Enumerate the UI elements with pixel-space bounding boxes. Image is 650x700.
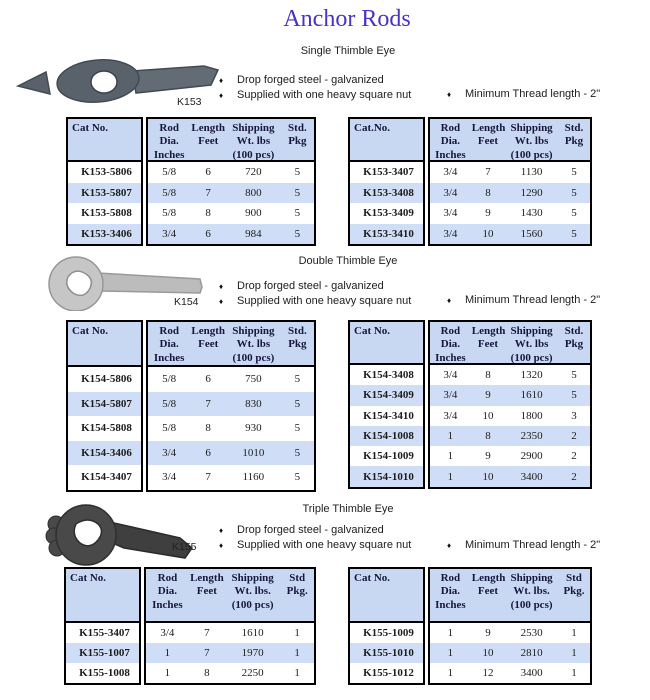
- table-header-cell: Shipping Wt. lbs. (100 pcs): [510, 572, 553, 611]
- table-cell: 9: [485, 627, 491, 639]
- table-cell: 1: [294, 647, 300, 659]
- page-title: Anchor Rods: [283, 6, 411, 32]
- table-cell: 800: [245, 186, 262, 199]
- table-cell: 5: [294, 422, 301, 435]
- table-row: [430, 426, 590, 446]
- table-cell: 3/4: [443, 369, 458, 382]
- bullet-item: [219, 524, 411, 536]
- eye-hole-shape: [67, 271, 92, 295]
- table-header-cell: Length Feet: [191, 325, 225, 351]
- table-cell: 1: [164, 667, 171, 679]
- cat-no-cell: K153-5807: [68, 183, 141, 204]
- table-header-cell: Rod Dia. Inches: [435, 122, 466, 161]
- table-header-row: [148, 322, 314, 367]
- table-header-cell: Std. Pkg: [564, 325, 584, 351]
- table-data-area: [146, 117, 316, 246]
- table-cell: 7: [205, 186, 211, 199]
- table-cell: 3/4: [162, 471, 177, 484]
- diamond-bullet-icon: ♦: [219, 76, 224, 85]
- table-cell: 1: [294, 667, 300, 679]
- table-header-cell: Length Feet: [471, 325, 506, 351]
- cat-no-cell: K153-5808: [81, 207, 132, 220]
- table-cell: 5/8: [162, 397, 177, 410]
- table-header-row: [146, 569, 314, 623]
- table-cell: 1970: [241, 647, 264, 659]
- table-cell: 5: [571, 207, 577, 220]
- table-cell: 1560: [520, 227, 543, 240]
- table-cell: 7: [205, 471, 211, 484]
- diamond-bullet-icon: ♦: [219, 526, 224, 535]
- cat-no-cell: K153-3410: [350, 224, 423, 245]
- cat-no-column: [66, 117, 143, 246]
- table-cell: 1320: [520, 369, 543, 382]
- table-cell: 750: [245, 373, 262, 386]
- table-cell: 3/4: [162, 227, 177, 240]
- table-cell: 900: [245, 207, 262, 220]
- table-cell: 5: [571, 369, 577, 382]
- table-row: [148, 224, 314, 245]
- diamond-bullet-icon: ♦: [447, 296, 452, 305]
- table-cell: 3400: [520, 470, 543, 483]
- bullet-text: Drop forged steel - galvanized: [237, 74, 384, 86]
- table-cell: 5: [571, 166, 577, 179]
- table-cell: 7: [204, 647, 210, 659]
- table-row: [430, 162, 590, 183]
- cat-no-column: [64, 567, 141, 685]
- table-cell: 2900: [520, 450, 543, 463]
- table-row: [148, 392, 314, 417]
- table-cell: 10: [482, 227, 494, 240]
- table-header-cell: Shipping Wt. lbs (100 pcs): [232, 325, 275, 364]
- table-row: [430, 406, 590, 426]
- diamond-bullet-icon: ♦: [219, 91, 224, 100]
- product-code-label-k153: K153: [177, 96, 202, 108]
- table-header-cell: Cat No.: [350, 569, 423, 623]
- diamond-bullet-icon: ♦: [219, 541, 224, 550]
- table-cell: 8: [205, 207, 211, 220]
- cat-no-column: [348, 117, 425, 246]
- table-header-cell: Std. Pkg: [564, 122, 584, 148]
- section-heading-triple-thimble-eye: Triple Thimble Eye: [302, 503, 394, 515]
- side-note-text: Minimum Thread length - 2": [465, 539, 601, 551]
- eye-hole-shape: [91, 71, 117, 93]
- bullet-item: [219, 74, 411, 86]
- cat-no-column: [348, 320, 425, 489]
- table-cell: 1: [447, 450, 454, 463]
- table-cell: 2250: [241, 667, 264, 679]
- table-cell: 6: [205, 446, 211, 459]
- table-data-area: [144, 567, 316, 685]
- table-cell: 1: [571, 667, 577, 679]
- cat-no-cell: K155-1012: [363, 667, 414, 679]
- cat-no-cell: K155-1008: [79, 667, 130, 679]
- table-cell: 5/8: [162, 422, 177, 435]
- table-data-area: [428, 320, 592, 489]
- table-header-row: [430, 119, 590, 162]
- cat-no-cell: K154-3406: [68, 441, 141, 466]
- table-cell: 5: [294, 471, 301, 484]
- table-cell: 3/4: [162, 446, 177, 459]
- table-cell: 5: [294, 186, 301, 199]
- table-row: [430, 466, 590, 486]
- table-header-cell: Shipping Wt. lbs (100 pcs): [510, 325, 553, 364]
- table-data-area: [428, 117, 592, 246]
- table-row: [148, 162, 314, 183]
- table-row: [430, 663, 590, 683]
- table-cell: 1610: [241, 627, 264, 639]
- table-cell: 7: [204, 627, 210, 639]
- table-cell: 5/8: [162, 166, 177, 179]
- k155-table-left: [64, 567, 316, 685]
- table-cell: 1: [571, 647, 577, 659]
- k153-table-right: [348, 117, 592, 246]
- k154-table-right: [348, 320, 592, 489]
- diamond-bullet-icon: ♦: [447, 541, 452, 550]
- table-header-cell: Shipping Wt. lbs. (100 pcs): [231, 572, 274, 611]
- table-row: [148, 183, 314, 204]
- table-cell: 830: [245, 397, 262, 410]
- table-cell: 3/4: [443, 186, 458, 199]
- side-note: [447, 539, 600, 551]
- table-header-cell: Std. Pkg: [288, 325, 307, 351]
- table-row: [430, 203, 590, 224]
- cat-no-cell: K154-3407: [81, 471, 132, 484]
- diamond-bullet-icon: ♦: [219, 297, 224, 306]
- table-cell: 1130: [520, 166, 543, 179]
- table-header-row: [430, 322, 590, 365]
- table-row: [146, 663, 314, 683]
- table-row: [430, 643, 590, 663]
- table-cell: 3/4: [443, 389, 458, 402]
- table-cell: 1: [447, 470, 454, 483]
- cat-no-cell: K155-1007: [66, 643, 139, 663]
- table-cell: 1: [294, 627, 300, 639]
- table-header-cell: Cat No.: [350, 322, 423, 365]
- table-cell: 6: [205, 373, 211, 386]
- table-cell: 7: [205, 397, 211, 410]
- bullet-text: Supplied with one heavy square nut: [237, 89, 412, 101]
- table-cell: 2: [571, 430, 577, 443]
- table-cell: 984: [245, 227, 262, 240]
- table-cell: 8: [485, 369, 491, 382]
- cat-no-cell: K154-1010: [350, 466, 423, 486]
- bullet-text: Drop forged steel - galvanized: [237, 280, 384, 292]
- table-cell: 2810: [520, 647, 543, 659]
- table-cell: 8: [204, 667, 210, 679]
- table-cell: 1800: [520, 409, 543, 422]
- table-cell: 5: [294, 227, 301, 240]
- table-cell: 1: [571, 627, 577, 639]
- table-cell: 5/8: [162, 373, 177, 386]
- table-row: [430, 183, 590, 204]
- feature-bullets: [219, 74, 411, 101]
- table-data-area: [146, 320, 316, 492]
- table-row: [430, 446, 590, 466]
- cat-no-cell: K153-3406: [68, 224, 141, 245]
- bullet-item: [219, 280, 411, 292]
- table-cell: 1: [447, 430, 454, 443]
- table-cell: 9: [485, 450, 491, 463]
- table-header-cell: Length Feet: [190, 572, 224, 598]
- forged-tail-shape: [18, 72, 50, 94]
- table-cell: 5: [294, 166, 301, 179]
- bullet-text: Drop forged steel - galvanized: [237, 524, 384, 536]
- table-cell: 2: [571, 450, 577, 463]
- k155-table-right: [348, 567, 592, 685]
- cat-no-cell: K154-3408: [363, 369, 414, 382]
- table-cell: 10: [482, 409, 494, 422]
- cat-no-cell: K154-1009: [363, 450, 414, 463]
- table-cell: 1: [447, 627, 454, 639]
- side-note-text: Minimum Thread length - 2": [465, 88, 601, 100]
- table-header-cell: Rod Dia. Inches: [152, 572, 183, 611]
- k153-table-left: [66, 117, 316, 246]
- cat-no-cell: K153-5806: [81, 166, 132, 179]
- diamond-bullet-icon: ♦: [219, 282, 224, 291]
- table-header-cell: Cat No.: [68, 322, 141, 367]
- table-header-cell: Rod Dia. Inches: [153, 122, 185, 161]
- table-cell: 3/4: [443, 207, 458, 220]
- product-code-label-k155: K155: [172, 541, 197, 553]
- table-cell: 2: [571, 470, 577, 483]
- table-header-cell: Rod Dia. Inches: [153, 325, 185, 364]
- side-note: [447, 88, 600, 100]
- table-cell: 5: [294, 207, 301, 220]
- table-cell: 1160: [242, 471, 265, 484]
- table-cell: 1430: [520, 207, 543, 220]
- table-cell: 3400: [520, 667, 543, 679]
- table-cell: 5: [294, 446, 301, 459]
- table-header-row: [430, 569, 590, 623]
- table-row: [430, 224, 590, 245]
- table-header-cell: Length Feet: [471, 122, 506, 148]
- cat-no-cell: K153-3409: [363, 207, 414, 220]
- table-cell: 10: [482, 470, 494, 483]
- table-cell: 6: [205, 166, 211, 179]
- table-cell: 5: [571, 186, 577, 199]
- table-row: [148, 441, 314, 466]
- table-cell: 1010: [242, 446, 265, 459]
- feature-bullets: [219, 280, 411, 307]
- table-cell: 1: [447, 647, 454, 659]
- k154-table-left: [66, 320, 316, 492]
- table-cell: 7: [485, 166, 491, 179]
- table-row: [146, 643, 314, 663]
- table-cell: 5/8: [162, 207, 177, 220]
- cat-no-cell: K154-5808: [81, 422, 132, 435]
- table-cell: 3/4: [443, 227, 458, 240]
- section-heading-single-thimble-eye: Single Thimble Eye: [300, 45, 396, 57]
- table-cell: 8: [205, 422, 211, 435]
- table-cell: 12: [482, 667, 494, 679]
- table-row: [148, 203, 314, 224]
- table-row: [430, 385, 590, 405]
- table-cell: 1610: [520, 389, 543, 402]
- cat-no-cell: K155-1009: [363, 627, 414, 639]
- table-header-cell: Shipping Wt. lbs (100 pcs): [232, 122, 275, 161]
- cat-no-cell: K154-3409: [350, 385, 423, 405]
- cat-no-cell: K154-3410: [363, 409, 414, 422]
- feature-bullets: [219, 524, 411, 551]
- side-note: [447, 294, 600, 306]
- table-cell: 5: [294, 397, 301, 410]
- table-cell: 3/4: [443, 409, 458, 422]
- table-cell: 10: [482, 647, 494, 659]
- table-cell: 2350: [520, 430, 543, 443]
- table-header-cell: Rod Dia. Inches: [435, 572, 466, 611]
- table-cell: 1: [447, 667, 454, 679]
- rod-shape: [98, 273, 202, 293]
- table-cell: 5/8: [162, 186, 177, 199]
- table-cell: 5: [294, 373, 301, 386]
- bullet-item: [219, 89, 411, 101]
- diamond-bullet-icon: ♦: [447, 90, 452, 99]
- bullet-item: [219, 539, 411, 551]
- table-cell: 3/4: [443, 166, 458, 179]
- product-code-label-k154: K154: [174, 296, 199, 308]
- side-note-text: Minimum Thread length - 2": [465, 294, 601, 306]
- table-header-cell: Std Pkg.: [563, 572, 585, 598]
- table-cell: 5: [571, 227, 577, 240]
- table-cell: 2530: [520, 627, 543, 639]
- rod-shape: [132, 66, 218, 93]
- table-header-cell: Cat No.: [68, 119, 141, 162]
- bullet-item: [219, 295, 411, 307]
- table-cell: 930: [245, 422, 262, 435]
- triple-thimble-eye-photo: [44, 498, 194, 566]
- cat-no-cell: K154-5807: [68, 392, 141, 417]
- cat-no-cell: K153-3408: [350, 183, 423, 204]
- cat-no-cell: K155-3407: [79, 627, 130, 639]
- table-row: [148, 465, 314, 490]
- table-header-cell: Std Pkg.: [286, 572, 308, 598]
- table-cell: 6: [205, 227, 211, 240]
- cat-no-cell: K155-1010: [350, 643, 423, 663]
- table-row: [146, 623, 314, 643]
- table-header-cell: Length Feet: [471, 572, 506, 598]
- section-heading-double-thimble-eye: Double Thimble Eye: [298, 255, 398, 267]
- table-header-cell: Rod Dia. Inches: [435, 325, 466, 364]
- table-row: [430, 623, 590, 643]
- table-header-cell: Cat.No.: [350, 119, 423, 162]
- table-row: [430, 365, 590, 385]
- table-row: [148, 416, 314, 441]
- table-header-cell: Length Feet: [191, 122, 225, 148]
- table-header-cell: Cat No.: [66, 569, 139, 623]
- table-cell: 3: [571, 409, 577, 422]
- table-row: [148, 367, 314, 392]
- bullet-text: Supplied with one heavy square nut: [237, 295, 412, 307]
- table-cell: 5: [571, 389, 577, 402]
- table-data-area: [428, 567, 592, 685]
- cat-no-cell: K154-1008: [350, 426, 423, 446]
- table-cell: 1290: [520, 186, 543, 199]
- table-cell: 3/4: [160, 627, 175, 639]
- table-cell: 8: [485, 186, 491, 199]
- cat-no-cell: K153-3407: [363, 166, 414, 179]
- cat-no-column: [348, 567, 425, 685]
- cat-no-column: [66, 320, 143, 492]
- table-header-cell: Std. Pkg: [288, 122, 307, 148]
- table-cell: 720: [245, 166, 262, 179]
- table-cell: 8: [485, 430, 491, 443]
- bullet-text: Supplied with one heavy square nut: [237, 539, 412, 551]
- table-header-row: [148, 119, 314, 162]
- table-cell: 9: [485, 389, 491, 402]
- cat-no-cell: K154-5806: [81, 373, 132, 386]
- table-cell: 1: [164, 647, 171, 659]
- table-cell: 9: [485, 207, 491, 220]
- table-header-cell: Shipping Wt. lbs (100 pcs): [510, 122, 553, 161]
